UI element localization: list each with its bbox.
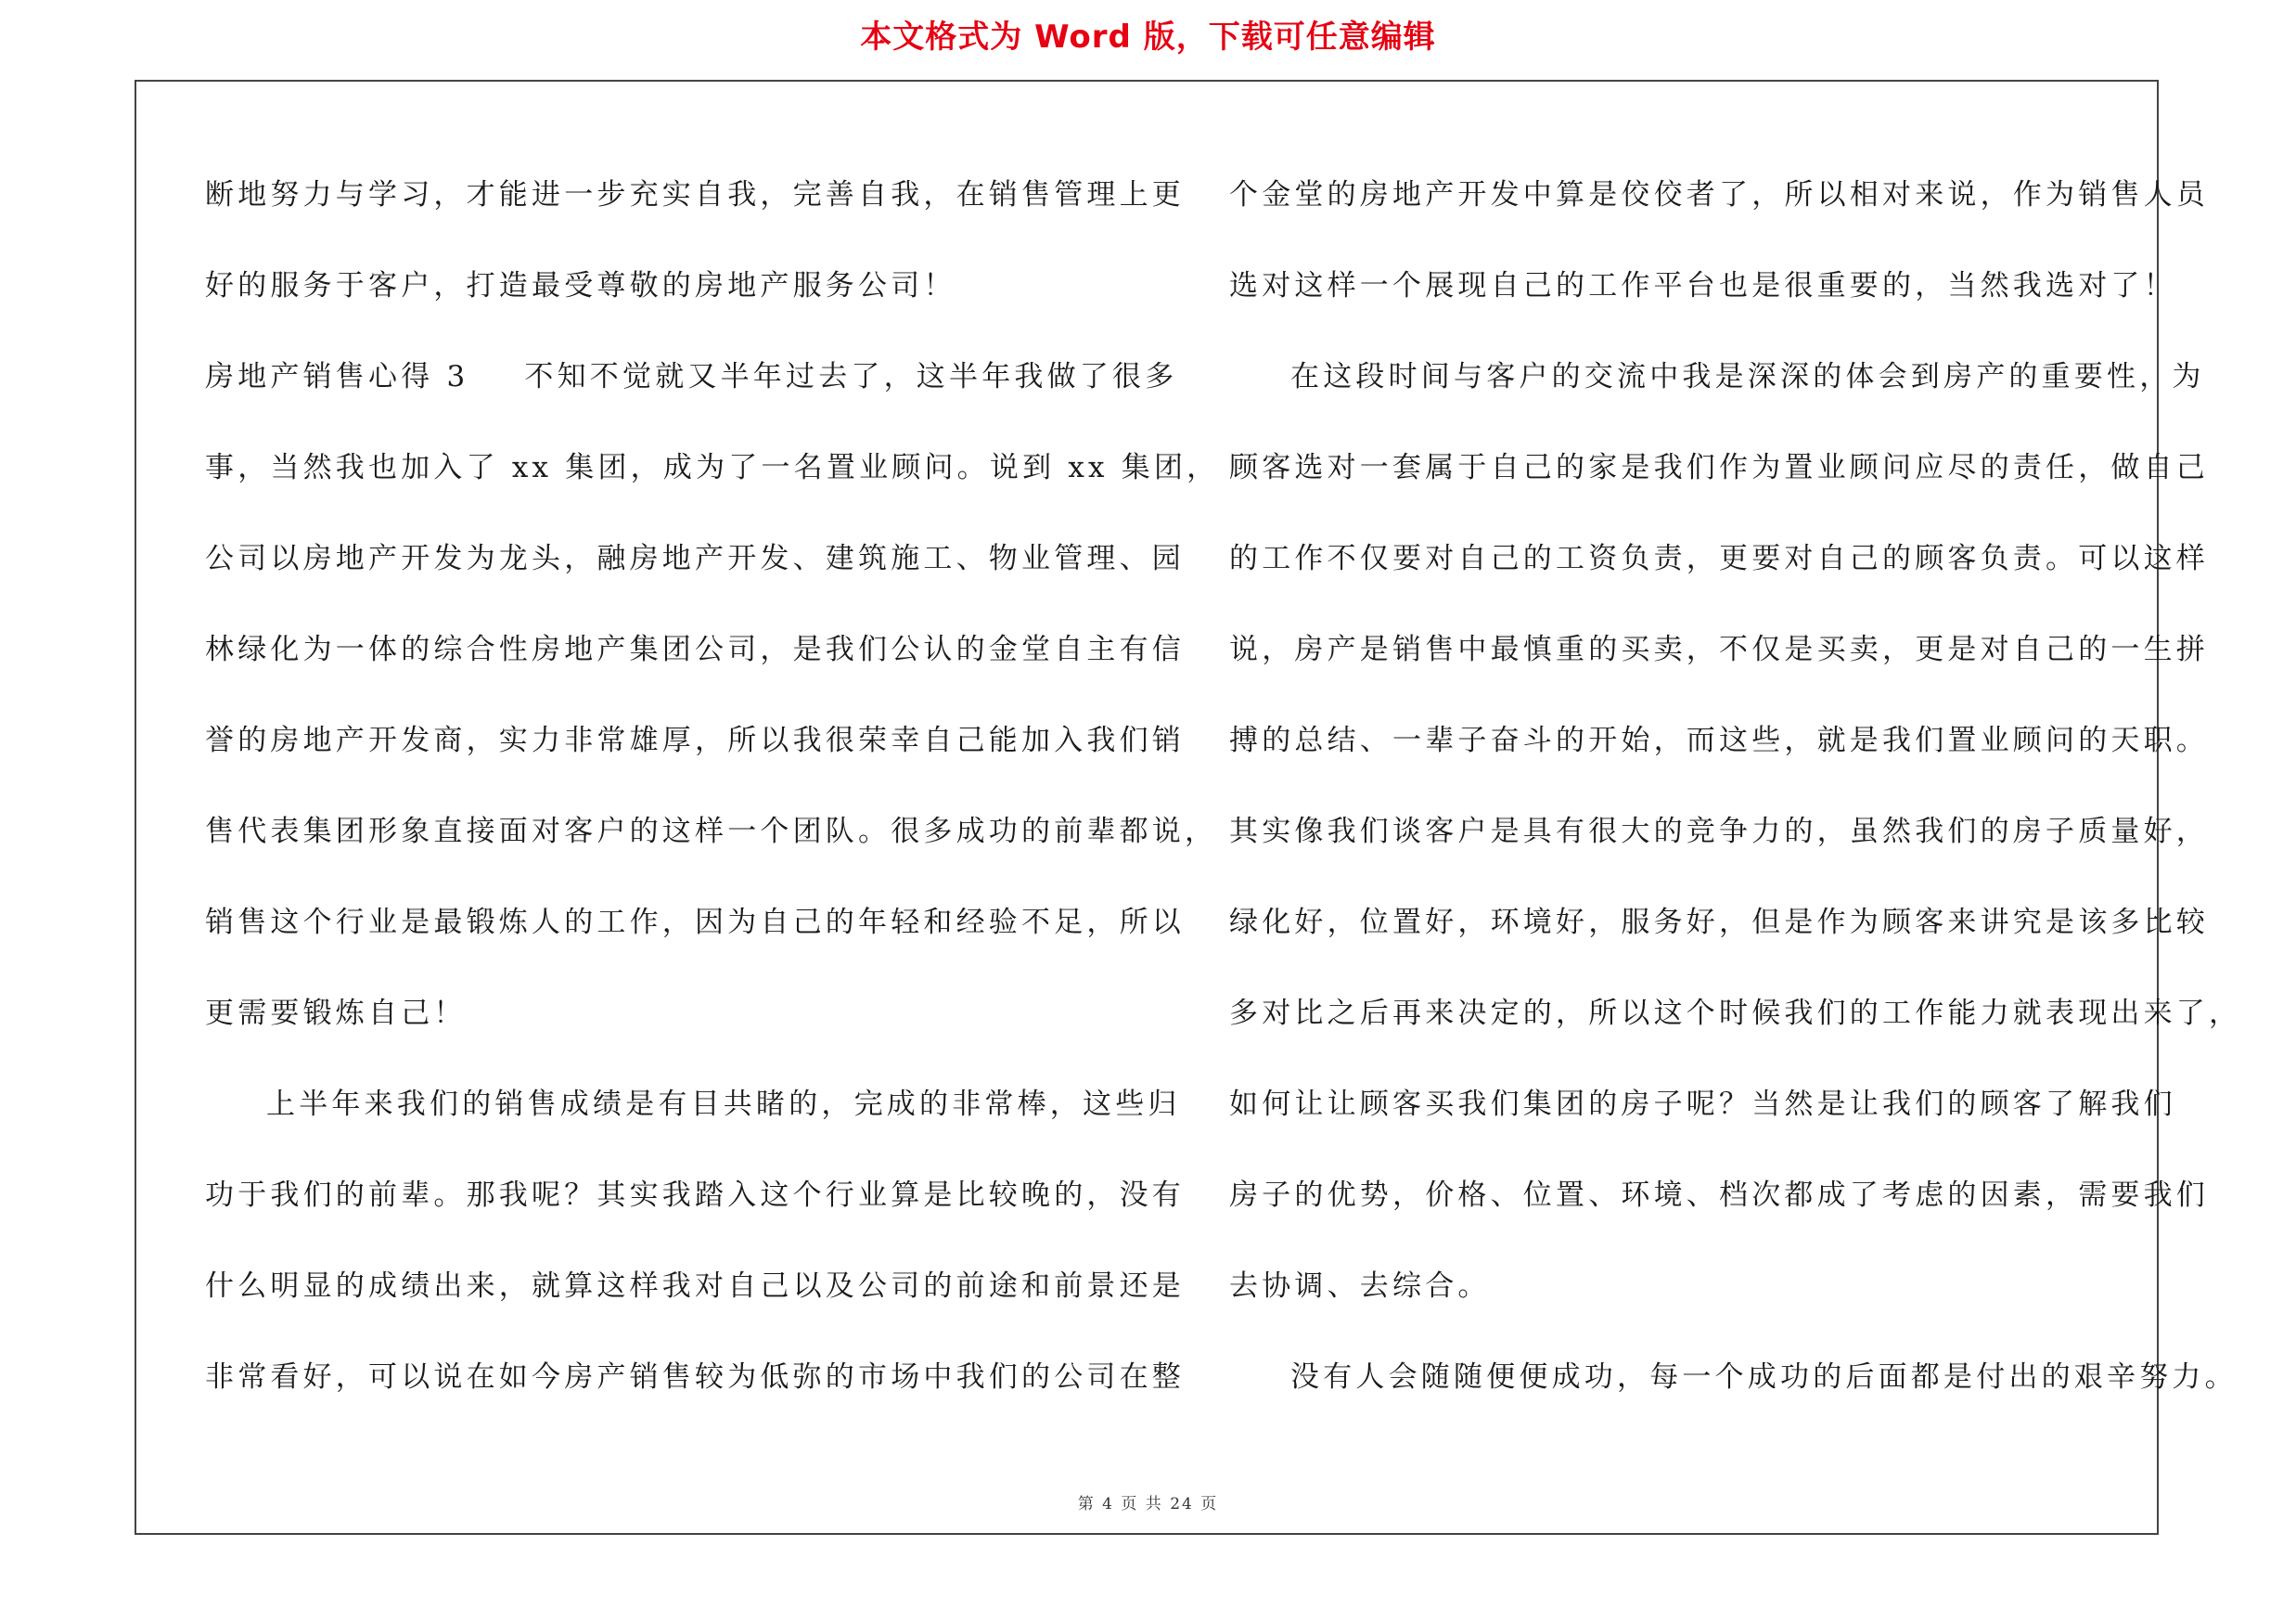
paragraph-line: 的工作不仅要对自己的工资负责，更要对自己的顾客负责。可以这样 — [1229, 542, 2209, 575]
document-header-banner: 本文格式为 Word 版，下载可任意编辑 — [860, 19, 1436, 56]
paragraph-line: 其实像我们谈客户是具有很大的竞争力的，虽然我们的房子质量好， — [1229, 815, 2209, 848]
paragraph-line: 公司以房地产开发为龙头，融房地产开发、建筑施工、物业管理、园 — [205, 542, 1185, 575]
paragraph-line: 什么明显的成绩出来，就算这样我对自己以及公司的前途和前景还是 — [205, 1269, 1185, 1303]
paragraph-line: 顾客选对一套属于自己的家是我们作为置业顾问应尽的责任，做自己 — [1229, 451, 2209, 484]
paragraph-line: 房子的优势，价格、位置、环境、档次都成了考虑的因素，需要我们 — [1229, 1179, 2209, 1212]
paragraph-line: 搏的总结、一辈子奋斗的开始，而这些，就是我们置业顾问的天职。 — [1229, 724, 2209, 757]
paragraph-line: 个金堂的房地产开发中算是佼佼者了，所以相对来说，作为销售人员 — [1229, 178, 2209, 212]
paragraph-line: 销售这个行业是最锻炼人的工作，因为自己的年轻和经验不足，所以 — [205, 906, 1185, 939]
paragraph-line: 更需要锻炼自己！ — [205, 997, 467, 1030]
paragraph-line: 如何让让顾客买我们集团的房子呢？当然是让我们的顾客了解我们 — [1229, 1088, 2176, 1121]
paragraph-line: 功于我们的前辈。那我呢？其实我踏入这个行业算是比较晚的，没有 — [205, 1179, 1185, 1212]
paragraph-line: 绿化好，位置好，环境好，服务好，但是作为顾客来讲究是该多比较 — [1229, 906, 2209, 939]
paragraph-line: 事，当然我也加入了 xx 集团，成为了一名置业顾问。说到 xx 集团， — [205, 451, 1220, 484]
paragraph-line: 不知不觉就又半年过去了，这半年我做了很多 — [524, 360, 1178, 393]
paragraph-line: 没有人会随随便便成功，每一个成功的后面都是付出的艰辛努力。 — [1290, 1360, 2238, 1394]
paragraph-line: 上半年来我们的销售成绩是有目共睹的，完成的非常棒，这些归 — [266, 1088, 1181, 1121]
paragraph-line: 断地努力与学习，才能进一步充实自我，完善自我，在销售管理上更 — [205, 178, 1185, 212]
paragraph-line: 选对这样一个展现自己的工作平台也是很重要的，当然我选对了！ — [1229, 269, 2176, 303]
paragraph-line: 售代表集团形象直接面对客户的这样一个团队。很多成功的前辈都说， — [205, 815, 1218, 848]
paragraph-line: 多对比之后再来决定的，所以这个时候我们的工作能力就表现出来了， — [1229, 997, 2242, 1030]
paragraph-line: 林绿化为一体的综合性房地产集团公司，是我们公认的金堂自主有信 — [205, 633, 1185, 666]
page-number: 第 4 页 共 24 页 — [1077, 1495, 1219, 1514]
paragraph-line: 好的服务于客户，打造最受尊敬的房地产服务公司！ — [205, 269, 956, 303]
paragraph-line: 说，房产是销售中最慎重的买卖，不仅是买卖，更是对自己的一生拼 — [1229, 633, 2209, 666]
paragraph-line: 誉的房地产开发商，实力非常雄厚，所以我很荣幸自己能加入我们销 — [205, 724, 1185, 757]
paragraph-line: 非常看好，可以说在如今房产销售较为低弥的市场中我们的公司在整 — [205, 1360, 1185, 1394]
paragraph-line: 去协调、去综合。 — [1229, 1269, 1491, 1303]
section-heading-line — [205, 358, 1177, 395]
paragraph-line: 在这段时间与客户的交流中我是深深的体会到房产的重要性，为 — [1290, 360, 2205, 393]
section-heading: 房地产销售心得 3 — [205, 360, 469, 393]
